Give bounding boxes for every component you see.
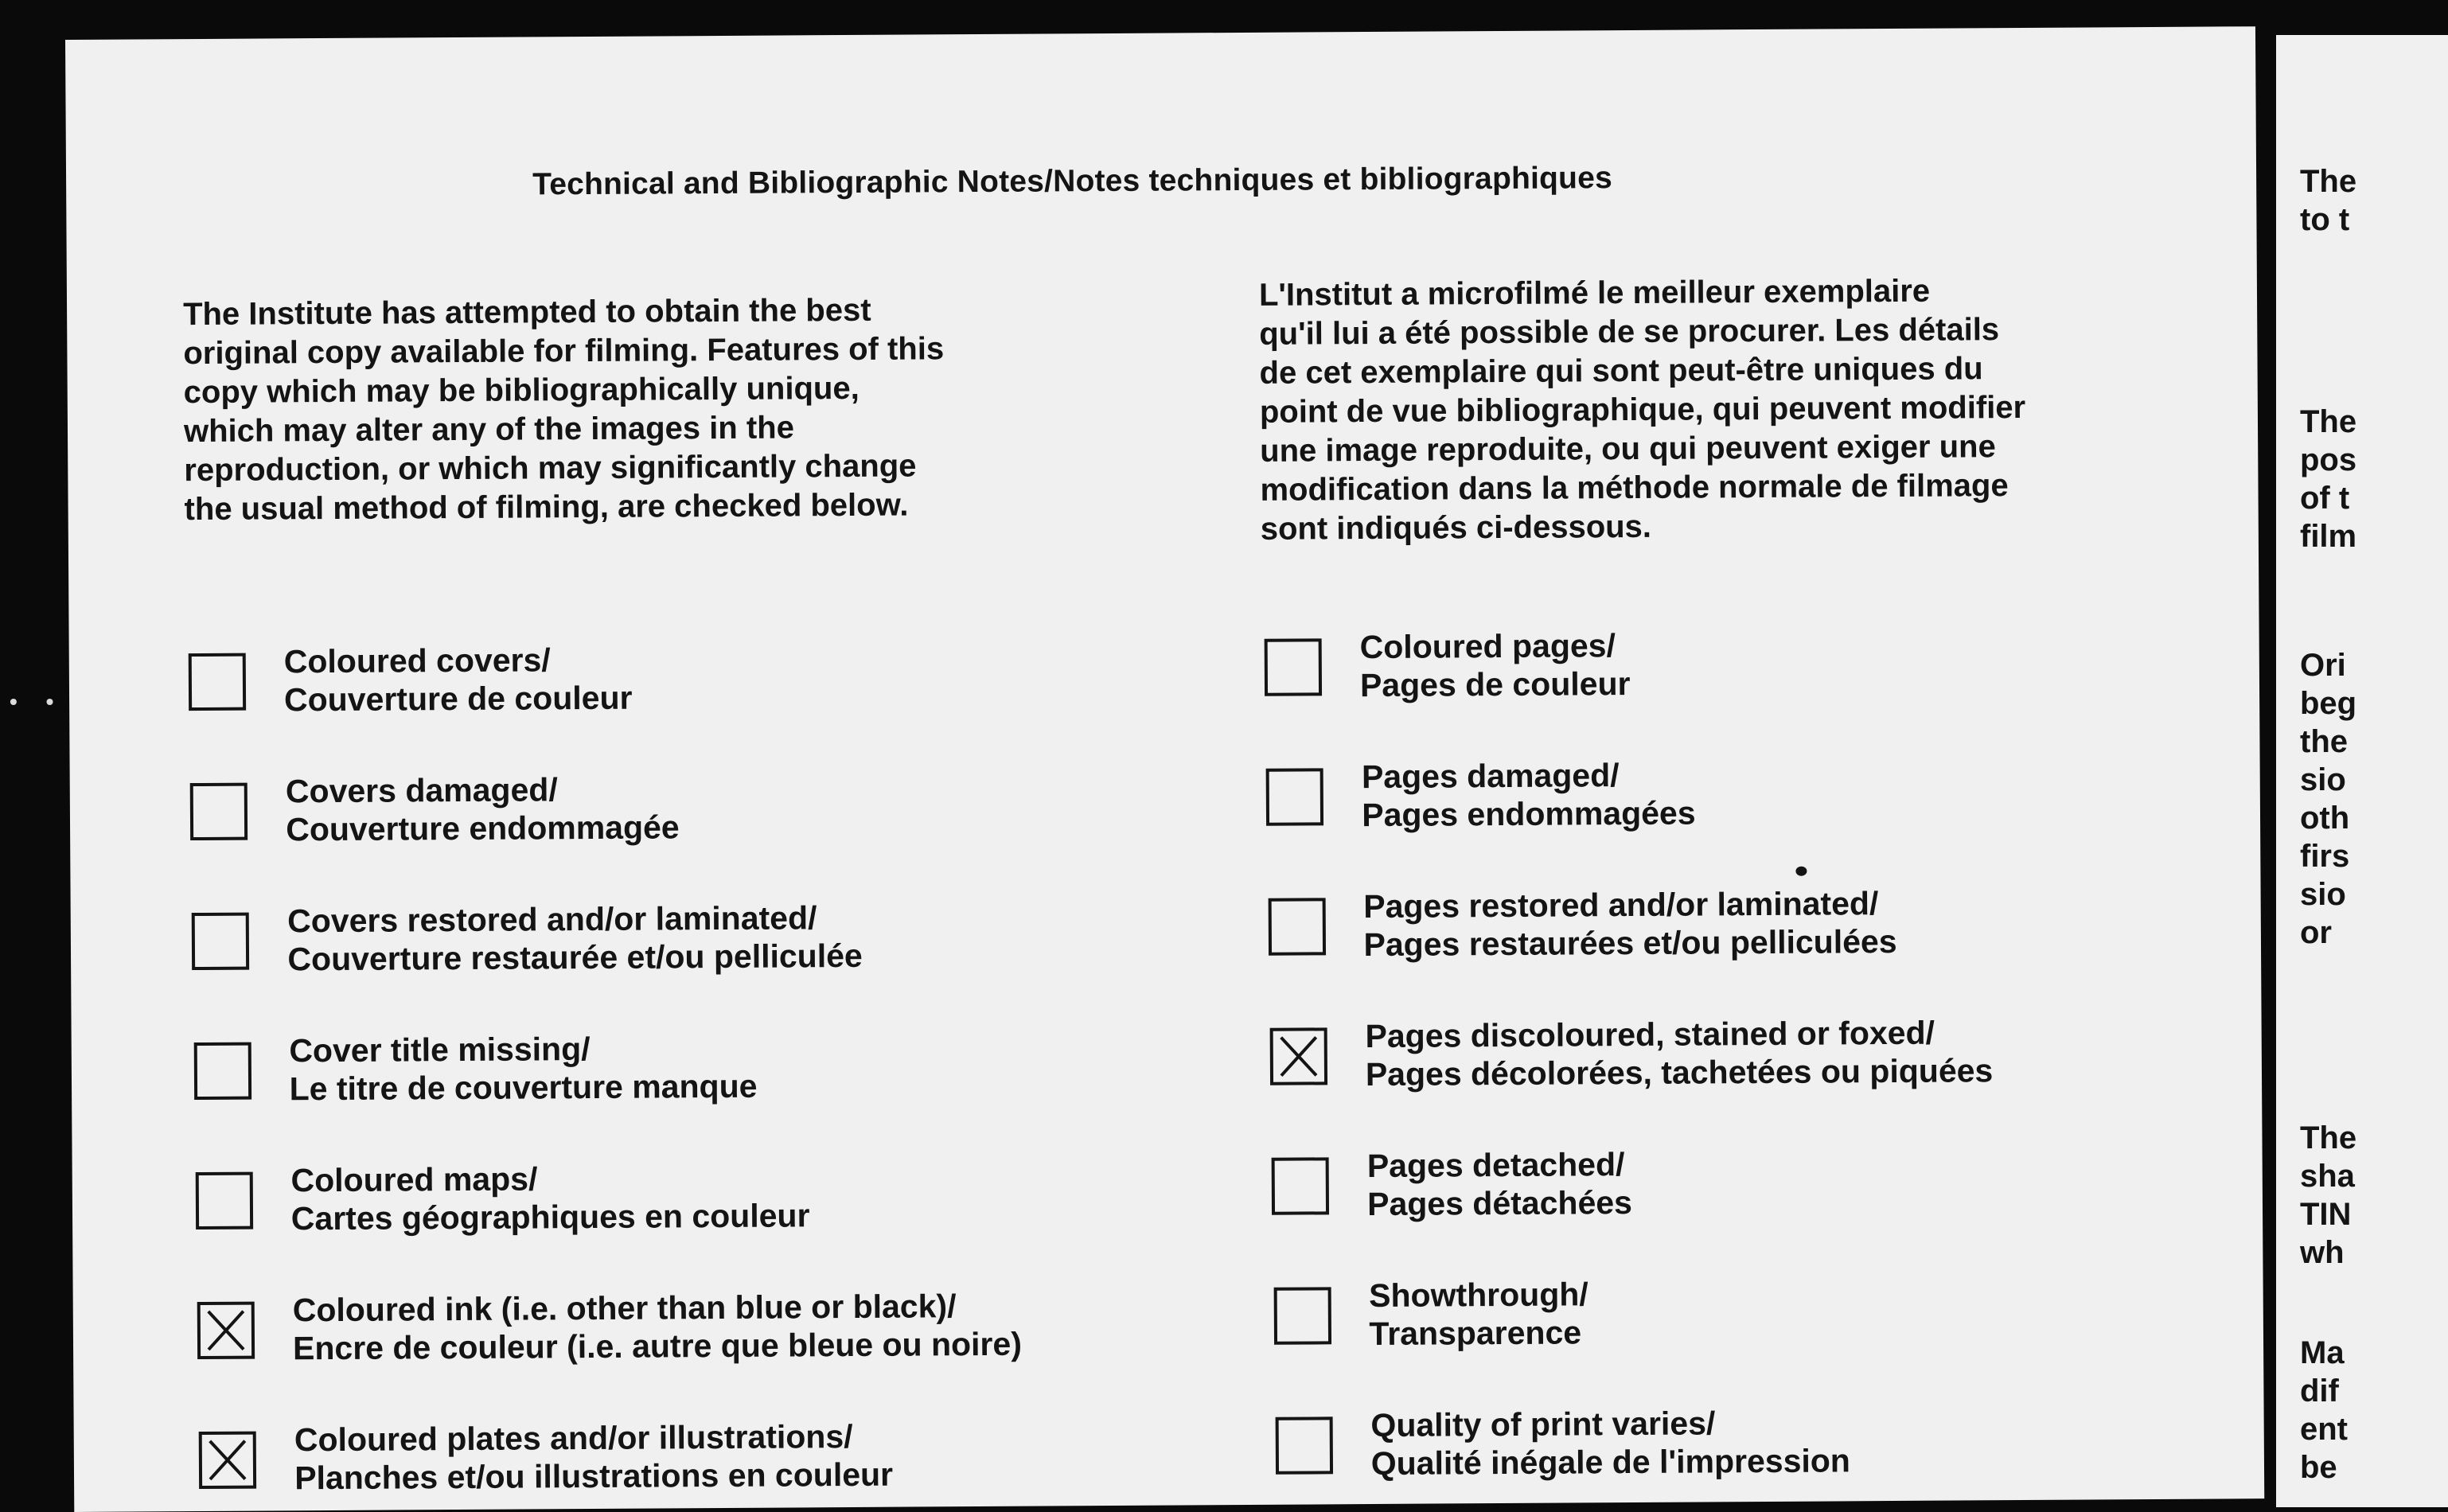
intro-line: The Institute has attempted to obtain the best [182,292,871,333]
item-label-english: Pages restored and/or laminated/ [1363,885,1879,926]
checklist-item [1272,1146,1633,1237]
item-label-french: Pages décolorées, tachetées ou piquées [1365,1052,1994,1093]
edge-text: The pos of t film [2300,404,2357,554]
intro-line: reproduction, or which may significantly change [184,448,917,489]
checkbox[interactable] [1265,638,1322,696]
checkbox[interactable] [190,783,248,840]
checkbox[interactable] [1273,1287,1331,1344]
checklist-item [1273,1276,1588,1367]
edge-text: Ori beg the sio oth firs sio or [2300,648,2357,950]
intro-line: point de vue bibliographique, qui peuvent modifier [1259,389,2026,430]
item-label-english: Coloured ink (i.e. other than blue or black)/ [292,1288,957,1329]
item-label-english: Covers restored and/or laminated/ [287,899,817,940]
page-title: Technical and Bibliographic Notes/Notes techniques et bibliographiques [532,161,1613,202]
edge-text: The to t [2300,164,2357,237]
item-label-english: Coloured maps/ [290,1160,538,1199]
item-label-french: Couverture endommagée [286,809,680,848]
item-label-english: Pages discoloured, stained or foxed/ [1365,1014,1935,1055]
item-label-english: Coloured covers/ [283,641,551,680]
item-label-french: Couverture de couleur [283,679,633,719]
checkbox-checked[interactable] [197,1302,255,1359]
notes-page [65,26,2264,1512]
adjacent-page [2276,35,2448,1507]
item-label-english: Cover title missing/ [289,1030,591,1070]
checklist-item [195,1160,810,1252]
intro-line: qu'il lui a été possible de se procurer. Les détails [1259,312,2000,352]
item-label-french: Pages restaurées et/ou pelliculées [1363,922,1897,964]
ink-speck [1795,867,1807,876]
intro-line: copy which may be bibliographically unique, [183,370,860,411]
checklist-item [199,1417,894,1511]
item-label-english: Coloured plates and/or illustrations/ [294,1417,853,1459]
checkbox[interactable] [189,653,246,711]
checklist-item [1268,885,1897,978]
checkbox-checked[interactable] [1270,1027,1327,1085]
item-label-french: Pages détachées [1367,1184,1633,1223]
checklist-item [193,1030,758,1122]
item-label-english: Pages detached/ [1366,1146,1625,1185]
item-label-french: Pages de couleur [1359,665,1631,704]
intro-line: L'Institut a microfilmé le meilleur exemplaire [1258,273,1931,313]
checkbox-checked[interactable] [199,1432,256,1489]
checklist-item [192,899,863,992]
x-mark-icon [1277,1034,1321,1078]
item-label-english: Showthrough/ [1369,1276,1588,1315]
intro-line: de cet exemplaire qui sont peut-être uniques du [1259,351,1983,391]
item-label-french: Encre de couleur (i.e. autre que bleue ou noire) [292,1325,1023,1367]
intro-line: modification dans la méthode normale de filmage [1260,468,2009,508]
checkbox[interactable] [195,1172,252,1229]
checkbox[interactable] [1275,1417,1332,1474]
checkbox[interactable] [1266,768,1323,825]
item-label-french: Couverture restaurée et/ou pelliculée [287,937,863,978]
x-mark-icon [205,1438,250,1483]
item-label-french: Transparence [1369,1314,1582,1353]
checkbox[interactable] [1268,898,1325,955]
edge-marks: • • [10,689,65,714]
intro-line: the usual method of filming, are checked below. [184,487,909,528]
item-label-french: Qualité inégale de l'impression [1370,1442,1851,1483]
item-label-english: Quality of print varies/ [1370,1405,1716,1444]
intro-line: original copy available for filming. Features of this [183,331,945,372]
item-label-french: Planches et/ou illustrations en couleur [294,1455,894,1497]
edge-text: The sha TIN wh [2300,1120,2357,1270]
intro-line: which may alter any of the images in the [183,410,795,450]
checkbox[interactable] [193,1042,251,1100]
checkbox[interactable] [1272,1157,1329,1214]
item-label-english: Pages damaged/ [1361,757,1620,796]
checklist-item [1266,757,1696,848]
item-label-french: Pages endommagées [1362,794,1696,834]
intro-line: sont indiqués ci-dessous. [1260,509,1652,547]
checklist-item [1270,1014,1994,1108]
checklist-item [1275,1405,1851,1497]
checklist-item [190,771,680,863]
checklist-item [197,1288,1023,1381]
intro-line: une image reproduite, ou qui peuvent exiger une [1260,429,1996,469]
item-label-french: Le titre de couverture manque [289,1067,758,1108]
intro-french [1259,271,2026,549]
x-mark-icon [204,1308,248,1353]
edge-text: Ma dif ent be [2300,1335,2348,1485]
item-label-english: Coloured pages/ [1359,627,1616,666]
item-label-french: Cartes géographiques en couleur [290,1197,810,1237]
intro-english [183,290,945,529]
checkbox[interactable] [192,913,249,970]
item-label-english: Covers damaged/ [285,771,558,810]
